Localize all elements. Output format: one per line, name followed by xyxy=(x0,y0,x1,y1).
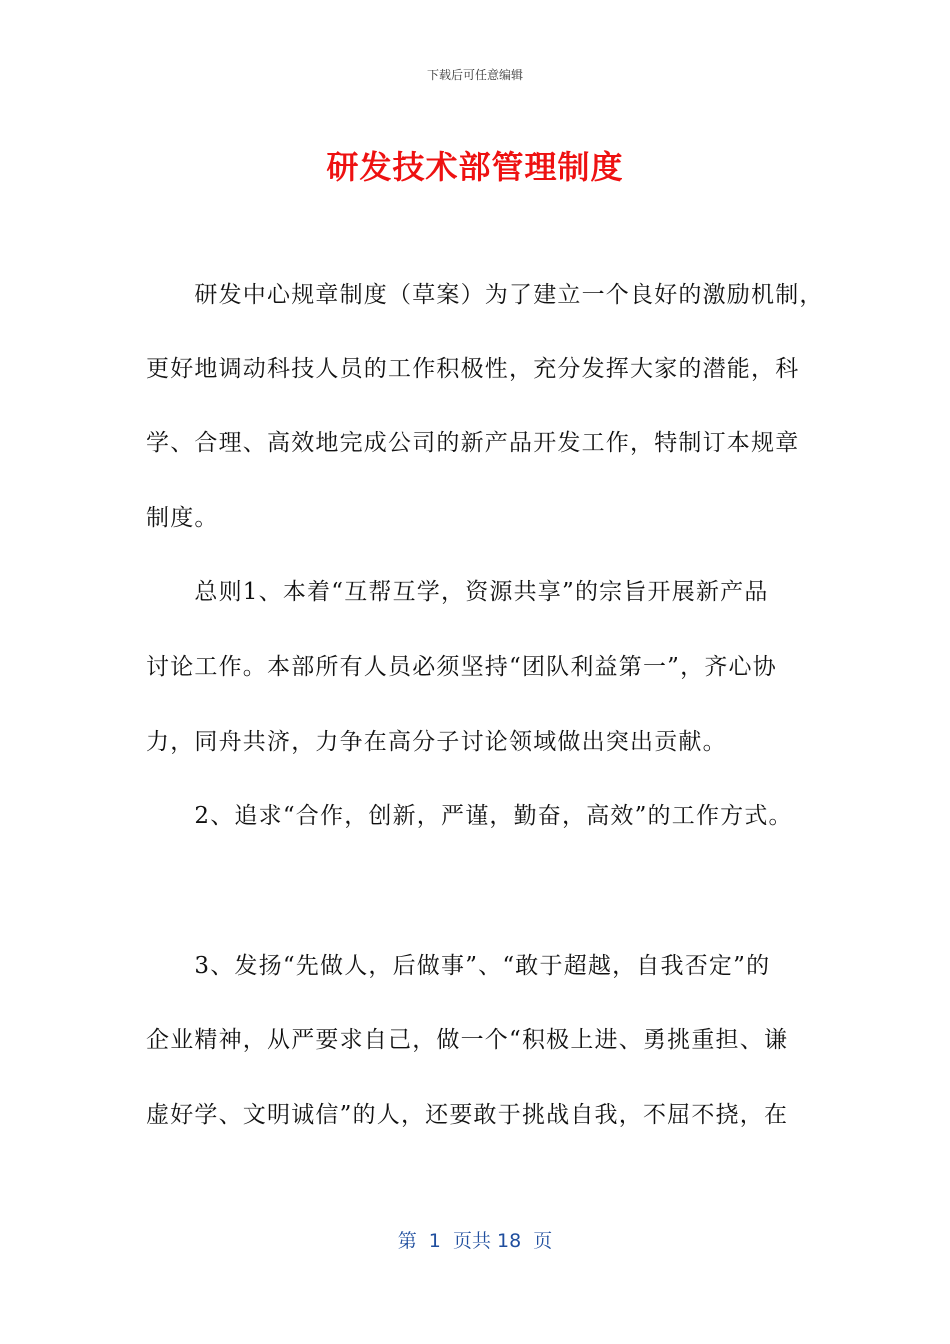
paragraph-line: 3、发扬“先做人，后做事”、“敢于超越，自我否定”的 xyxy=(146,953,771,979)
paragraph-line: 更好地调动科技人员的工作积极性，充分发挥大家的潜能，科 xyxy=(146,356,800,382)
document-title: 研发技术部管理制度 xyxy=(326,148,624,186)
paragraph-line: 虚好学、文明诚信”的人，还要敢于挑战自我，不屈不挠，在 xyxy=(146,1102,789,1128)
paragraph-line: 力，同舟共济，力争在高分子讨论领域做出突出贡献。 xyxy=(146,729,727,755)
paragraph-line: 学、合理、高效地完成公司的新产品开发工作，特制订本规章 xyxy=(146,430,800,456)
paragraph-line: 讨论工作。本部所有人员必须坚持“团队利益第一”，齐心协 xyxy=(146,654,777,680)
paragraph-line: 2、追求“合作，创新，严谨，勤奋，高效”的工作方式。 xyxy=(146,803,793,829)
page-footer: 第 1 页共 18 页 xyxy=(397,1230,553,1252)
paragraph-line: 总则1、本着“互帮互学，资源共享”的宗旨开展新产品 xyxy=(146,579,769,605)
paragraph-line: 研发中心规章制度（草案）为了建立一个良好的激励机制， xyxy=(146,282,824,308)
paragraph-line: 制度。 xyxy=(146,505,219,531)
paragraph-line: 企业精神，从严要求自己，做一个“积极上进、勇挑重担、谦 xyxy=(146,1027,789,1053)
header-note: 下载后可任意编辑 xyxy=(426,68,523,82)
